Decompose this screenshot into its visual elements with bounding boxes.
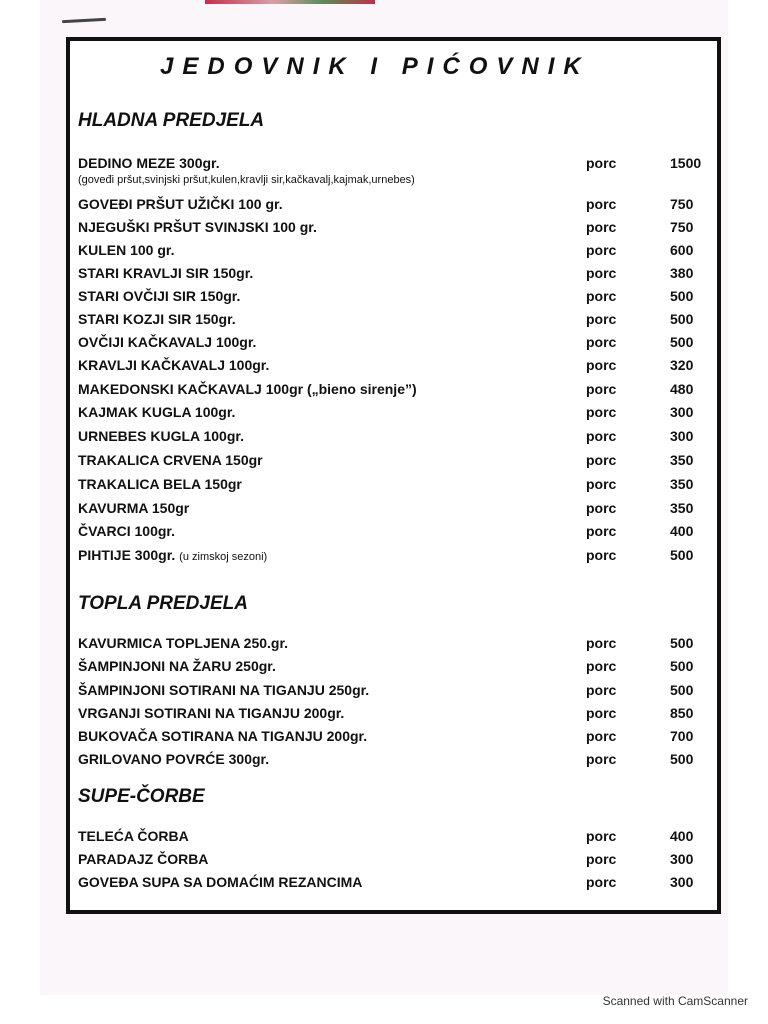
item-detail-note: (goveđi pršut,svinjski pršut,kulen,kravlji sir,kačkavalj,kajmak,urnebes) xyxy=(78,174,415,186)
item-unit: porc xyxy=(586,500,617,516)
item-price: 700 xyxy=(670,728,694,744)
menu-item xyxy=(78,449,708,471)
item-price: 380 xyxy=(670,265,694,281)
item-price: 400 xyxy=(670,828,694,844)
item-price: 300 xyxy=(670,404,694,420)
item-unit: porc xyxy=(586,728,617,744)
menu-item xyxy=(78,401,708,423)
menu-item xyxy=(78,497,708,519)
item-unit: porc xyxy=(586,428,617,444)
item-unit: porc xyxy=(586,476,617,492)
item-unit: porc xyxy=(586,635,617,651)
item-price: 500 xyxy=(670,311,694,327)
item-name: OVČIJI KAČKAVALJ 100gr. xyxy=(78,334,257,350)
menu-item xyxy=(78,285,708,307)
item-unit: porc xyxy=(586,196,617,212)
item-price: 750 xyxy=(670,219,694,235)
item-unit: porc xyxy=(586,751,617,767)
item-name: KULEN 100 gr. xyxy=(78,242,175,258)
item-unit: porc xyxy=(586,452,617,468)
item-name: ŠAMPINJONI SOTIRANI NA TIGANJU 250gr. xyxy=(78,682,370,698)
menu-item xyxy=(78,331,708,353)
item-name: DEDINO MEZE 300gr. xyxy=(78,155,220,171)
section-title-cold-starters: HLADNA PREDJELA xyxy=(78,110,265,131)
item-price: 350 xyxy=(670,500,694,516)
menu-item xyxy=(78,702,708,724)
item-name: MAKEDONSKI KAČKAVALJ 100gr („bieno sirenje”) xyxy=(78,381,417,397)
item-unit: porc xyxy=(586,851,617,867)
menu-title: JEDOVNIK I PIĆOVNIK xyxy=(160,53,590,80)
item-price: 500 xyxy=(670,334,694,350)
item-note: (u zimskoj sezoni) xyxy=(179,551,268,563)
section-title-soups: SUPE-ČORBE xyxy=(78,786,205,807)
item-name: STARI KOZJI SIR 150gr. xyxy=(78,311,236,327)
menu-item xyxy=(78,425,708,447)
item-name: TELEĆA ČORBA xyxy=(78,828,189,844)
item-name: STARI OVČIJI SIR 150gr. xyxy=(78,288,241,304)
menu-item xyxy=(78,825,708,847)
menu-item xyxy=(78,520,708,542)
menu-item xyxy=(78,871,708,893)
item-price: 500 xyxy=(670,635,694,651)
item-price: 350 xyxy=(670,476,694,492)
item-unit: porc xyxy=(586,219,617,235)
item-unit: porc xyxy=(586,265,617,281)
item-price: 500 xyxy=(670,751,694,767)
menu-item xyxy=(78,216,708,238)
item-price: 300 xyxy=(670,851,694,867)
menu-item xyxy=(78,632,708,654)
item-price: 850 xyxy=(670,705,694,721)
item-unit: porc xyxy=(586,828,617,844)
item-name: PIHTIJE 300gr. xyxy=(78,547,176,563)
item-name: TRAKALICA BELA 150gr xyxy=(78,476,242,492)
item-name: GOVEĐI PRŠUT UŽIČKI 100 gr. xyxy=(78,196,283,212)
item-name: GRILOVANO POVRĆE 300gr. xyxy=(78,751,270,767)
item-unit: porc xyxy=(586,874,617,890)
menu-item xyxy=(78,748,708,770)
item-name: PARADAJZ ČORBA xyxy=(78,851,209,867)
menu-item xyxy=(78,679,708,701)
item-price: 750 xyxy=(670,196,694,212)
item-name: TRAKALICA CRVENA 150gr xyxy=(78,452,263,468)
item-price: 300 xyxy=(670,874,694,890)
menu-item xyxy=(78,544,708,566)
scanner-watermark: Scanned with CamScanner xyxy=(602,994,748,1008)
item-price: 600 xyxy=(670,242,694,258)
item-price: 400 xyxy=(670,523,694,539)
item-unit: porc xyxy=(586,357,617,373)
item-unit: porc xyxy=(586,523,617,539)
menu-item xyxy=(78,378,708,400)
item-unit: porc xyxy=(586,547,617,563)
item-unit: porc xyxy=(586,242,617,258)
item-unit: porc xyxy=(586,404,617,420)
item-name: KAVURMA 150gr xyxy=(78,500,190,516)
item-price: 500 xyxy=(670,547,694,563)
item-unit: porc xyxy=(586,682,617,698)
item-name: ČVARCI 100gr. xyxy=(78,523,175,539)
item-name: VRGANJI SOTIRANI NA TIGANJU 200gr. xyxy=(78,705,345,721)
item-unit: porc xyxy=(586,334,617,350)
item-name: KAVURMICA TOPLJENA 250.gr. xyxy=(78,635,289,651)
item-price: 350 xyxy=(670,452,694,468)
item-unit: porc xyxy=(586,381,617,397)
item-name: URNEBES KUGLA 100gr. xyxy=(78,428,244,444)
item-price: 500 xyxy=(670,288,694,304)
item-name: KRAVLJI KAČKAVALJ 100gr. xyxy=(78,357,270,373)
menu-item xyxy=(78,262,708,284)
menu-item xyxy=(78,354,708,376)
menu-item xyxy=(78,655,708,677)
paper-scrap xyxy=(205,0,375,4)
item-price: 500 xyxy=(670,682,694,698)
menu-item xyxy=(78,193,708,215)
item-price: 320 xyxy=(670,357,694,373)
item-price: 480 xyxy=(670,381,694,397)
menu-item xyxy=(78,725,708,747)
item-name: ŠAMPINJONI NA ŽARU 250gr. xyxy=(78,658,276,674)
item-name: GOVEĐA SUPA SA DOMAĆIM REZANCIMA xyxy=(78,874,363,890)
menu-item xyxy=(78,152,708,174)
menu-item xyxy=(78,848,708,870)
item-price: 500 xyxy=(670,658,694,674)
item-name: KAJMAK KUGLA 100gr. xyxy=(78,404,236,420)
menu-item xyxy=(78,473,708,495)
item-name: STARI KRAVLJI SIR 150gr. xyxy=(78,265,254,281)
menu-item xyxy=(78,308,708,330)
item-price: 1500 xyxy=(670,155,702,171)
item-name: NJEGUŠKI PRŠUT SVINJSKI 100 gr. xyxy=(78,219,317,235)
item-unit: porc xyxy=(586,658,617,674)
item-unit: porc xyxy=(586,288,617,304)
item-unit: porc xyxy=(586,155,617,171)
item-name: BUKOVAČA SOTIRANA NA TIGANJU 200gr. xyxy=(78,728,368,744)
section-title-warm-starters: TOPLA PREDJELA xyxy=(78,593,248,614)
item-name-wrap xyxy=(78,544,267,568)
item-price: 300 xyxy=(670,428,694,444)
item-unit: porc xyxy=(586,311,617,327)
menu-item xyxy=(78,239,708,261)
item-unit: porc xyxy=(586,705,617,721)
